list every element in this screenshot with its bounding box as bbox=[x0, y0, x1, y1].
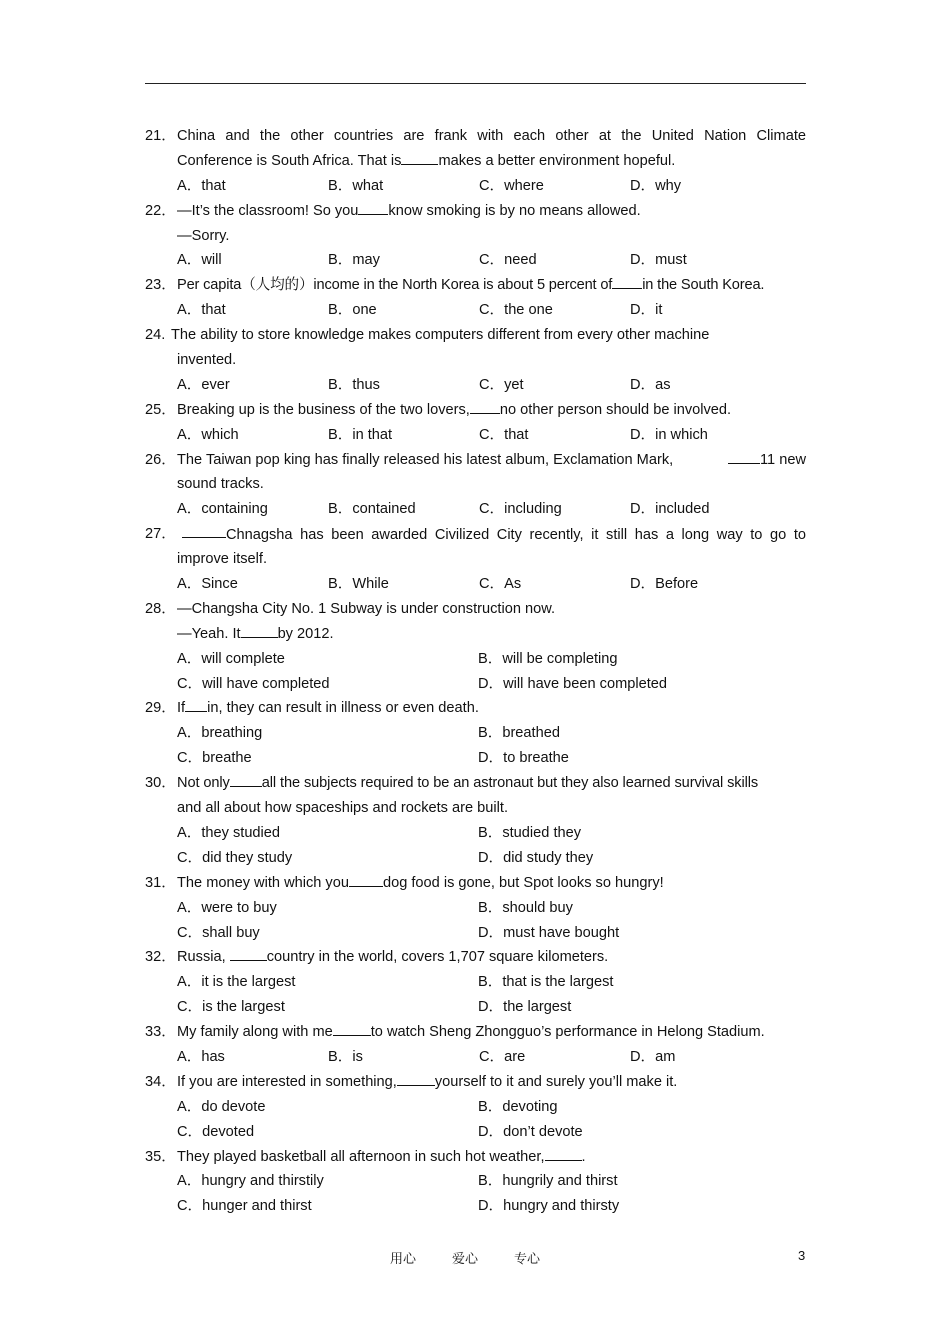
question-stem: If you are interested in something, bbox=[177, 1073, 397, 1090]
question-stem: know smoking is by no means allowed. bbox=[388, 202, 641, 219]
question-number: 28． bbox=[145, 600, 176, 617]
answer-options bbox=[145, 896, 806, 921]
option-b[interactable]: B．is bbox=[328, 1048, 363, 1065]
option-c[interactable]: C．is the largest bbox=[177, 999, 285, 1016]
answer-options bbox=[145, 1120, 806, 1145]
question-stem: If bbox=[177, 700, 186, 717]
footer-slogan: 用心 bbox=[390, 1252, 417, 1267]
option-b[interactable]: B．will be completing bbox=[478, 650, 618, 667]
option-c[interactable]: C．that bbox=[479, 426, 529, 443]
question-list bbox=[145, 124, 806, 1219]
question-stem: dog food is gone, but Spot looks so hungry! bbox=[382, 874, 664, 891]
option-d[interactable]: D．will have been completed bbox=[478, 675, 668, 692]
answer-blank bbox=[397, 1071, 435, 1086]
question-number: 32． bbox=[145, 949, 176, 966]
question-stem: in the South Korea. bbox=[642, 277, 765, 294]
question-31 bbox=[145, 871, 806, 946]
answer-options bbox=[145, 1095, 806, 1120]
option-c[interactable]: C．shall buy bbox=[177, 924, 260, 941]
option-a[interactable]: A．which bbox=[177, 426, 239, 443]
option-a[interactable]: A．that bbox=[177, 177, 226, 194]
question-stem: The ability to store knowledge makes computers different from every other machine bbox=[171, 327, 710, 344]
option-c[interactable]: C．need bbox=[479, 252, 537, 269]
option-b[interactable]: B．one bbox=[328, 302, 377, 319]
question-stem: Not only bbox=[177, 775, 230, 792]
answer-options bbox=[145, 497, 806, 522]
answer-blank bbox=[401, 150, 438, 165]
header-rule bbox=[145, 83, 806, 84]
option-d[interactable]: D．the largest bbox=[478, 999, 572, 1016]
question-stem: Conference is South Africa. That is bbox=[177, 152, 402, 169]
question-number: 34． bbox=[145, 1073, 176, 1090]
question-stem: Chnagsha has been awarded Civilized City recently, it still has a long way to go to bbox=[226, 527, 806, 544]
option-d[interactable]: D．as bbox=[630, 376, 671, 393]
question-26 bbox=[145, 448, 806, 523]
question-stem: —It’s the classroom! So you bbox=[177, 202, 359, 219]
question-34 bbox=[145, 1070, 806, 1145]
question-25 bbox=[145, 398, 806, 448]
option-c[interactable]: C．will have completed bbox=[177, 675, 330, 692]
question-number: 22． bbox=[145, 202, 176, 219]
question-35 bbox=[145, 1145, 806, 1220]
answer-options bbox=[145, 721, 806, 746]
option-d[interactable]: D．am bbox=[630, 1048, 676, 1065]
question-number: 27． bbox=[145, 526, 176, 543]
option-b[interactable]: B．thus bbox=[328, 376, 380, 393]
question-stem: makes a better environment hopeful. bbox=[438, 152, 676, 169]
answer-options bbox=[145, 373, 806, 398]
answer-blank bbox=[349, 872, 383, 887]
option-b[interactable]: B．contained bbox=[328, 501, 416, 518]
option-a[interactable]: A．ever bbox=[177, 376, 230, 393]
question-number: 25． bbox=[145, 401, 176, 418]
option-a[interactable]: A．were to buy bbox=[177, 899, 277, 916]
option-b[interactable]: B．hungrily and thirst bbox=[478, 1173, 618, 1190]
question-number: 29． bbox=[145, 700, 176, 717]
question-number: 26． bbox=[145, 451, 176, 468]
question-number: 30． bbox=[145, 775, 176, 792]
question-stem: The Taiwan pop king has finally released his latest album, Exclamation Mark, bbox=[177, 451, 674, 468]
question-number: 31． bbox=[145, 874, 176, 891]
question-28 bbox=[145, 597, 806, 697]
answer-blank bbox=[545, 1146, 582, 1161]
question-stem: —Changsha City No. 1 Subway is under construction now. bbox=[177, 600, 556, 617]
option-a[interactable]: A．do devote bbox=[177, 1098, 266, 1115]
option-d[interactable]: D．did study they bbox=[478, 849, 594, 866]
option-d[interactable]: D．in which bbox=[630, 426, 708, 443]
answer-blank bbox=[728, 449, 760, 464]
question-stem: Russia, bbox=[177, 949, 226, 966]
answer-options bbox=[145, 1169, 806, 1194]
question-stem: improve itself. bbox=[177, 551, 268, 568]
question-stem: Per capita（人均的）income in the North Korea is about 5 percent of bbox=[177, 277, 613, 294]
option-c[interactable]: C．including bbox=[479, 501, 562, 518]
answer-options bbox=[145, 846, 806, 871]
option-d[interactable]: D．hungry and thirsty bbox=[478, 1198, 620, 1215]
answer-options bbox=[145, 921, 806, 946]
question-stem: no other person should be involved. bbox=[499, 401, 732, 418]
option-d[interactable]: D．must have bought bbox=[478, 924, 620, 941]
option-a[interactable]: A．Since bbox=[177, 576, 238, 593]
option-b[interactable]: B．devoting bbox=[478, 1098, 558, 1115]
footer-slogans bbox=[390, 1248, 540, 1267]
option-d[interactable]: D．don’t devote bbox=[478, 1123, 583, 1140]
answer-blank bbox=[612, 274, 642, 289]
question-stem: My family along with me bbox=[177, 1024, 333, 1041]
question-22 bbox=[145, 199, 806, 274]
question-stem: country in the world, covers 1,707 square kilometers. bbox=[266, 949, 609, 966]
question-stem: invented. bbox=[177, 352, 237, 369]
question-29 bbox=[145, 696, 806, 771]
footer-slogan: 爱心 bbox=[451, 1252, 478, 1267]
question-32 bbox=[145, 945, 806, 1020]
option-d[interactable]: D．Before bbox=[630, 576, 699, 593]
option-a[interactable]: A．they studied bbox=[177, 824, 281, 841]
option-c[interactable]: C．where bbox=[479, 177, 544, 194]
option-c[interactable]: C．hunger and thirst bbox=[177, 1198, 312, 1215]
question-24 bbox=[145, 323, 806, 398]
question-number: 21． bbox=[145, 128, 176, 144]
option-c[interactable]: C．As bbox=[479, 576, 522, 593]
answer-blank bbox=[470, 399, 500, 414]
answer-options bbox=[145, 647, 806, 672]
option-a[interactable]: A．hungry and thirstily bbox=[177, 1173, 324, 1190]
question-33 bbox=[145, 1020, 806, 1070]
question-stem: to watch Sheng Zhongguo’s performance in Helong Stadium. bbox=[370, 1024, 765, 1041]
option-c[interactable]: C．did they study bbox=[177, 849, 293, 866]
page-number: 3 bbox=[798, 1248, 806, 1263]
question-number: 24. bbox=[145, 327, 166, 344]
answer-blank bbox=[182, 523, 226, 538]
question-stem: all the subjects required to be an astronaut but they also learned survival skills bbox=[261, 775, 759, 792]
answer-options bbox=[145, 572, 806, 597]
dialogue-reply: —Sorry. bbox=[177, 227, 230, 244]
answer-options bbox=[145, 746, 806, 771]
option-a[interactable]: A．it is the largest bbox=[177, 974, 296, 991]
option-b[interactable]: B．studied they bbox=[478, 824, 582, 841]
option-a[interactable]: A．has bbox=[177, 1048, 225, 1065]
option-a[interactable]: A．that bbox=[177, 302, 226, 319]
answer-blank bbox=[241, 623, 278, 638]
question-number: 35． bbox=[145, 1148, 176, 1165]
option-d[interactable]: D．included bbox=[630, 501, 710, 518]
option-c[interactable]: C．breathe bbox=[177, 750, 252, 767]
option-b[interactable]: B．should buy bbox=[478, 899, 573, 916]
option-c[interactable]: C．devoted bbox=[177, 1123, 255, 1140]
answer-options bbox=[145, 995, 806, 1020]
question-stem: China and the other countries are frank with each other at the United Nation Climate bbox=[177, 128, 806, 144]
question-30 bbox=[145, 771, 806, 871]
answer-options bbox=[145, 1045, 806, 1070]
answer-options bbox=[145, 672, 806, 697]
answer-options bbox=[145, 423, 806, 448]
question-stem: sound tracks. bbox=[177, 476, 264, 493]
question-stem: The money with which you bbox=[177, 874, 349, 891]
question-21 bbox=[145, 124, 806, 199]
option-b[interactable]: B．breathed bbox=[478, 725, 560, 742]
answer-options bbox=[145, 298, 806, 323]
question-27 bbox=[145, 522, 806, 597]
question-stem: They played basketball all afternoon in such hot weather, bbox=[177, 1148, 545, 1165]
question-stem: by 2012. bbox=[277, 625, 334, 642]
option-b[interactable]: B．may bbox=[328, 252, 380, 269]
option-c[interactable]: C．yet bbox=[479, 376, 524, 393]
question-number: 23． bbox=[145, 277, 176, 294]
answer-blank bbox=[230, 772, 262, 787]
option-b[interactable]: B．what bbox=[328, 177, 384, 194]
answer-options bbox=[145, 174, 806, 199]
answer-options bbox=[145, 248, 806, 273]
answer-blank bbox=[230, 946, 267, 961]
answer-blank bbox=[185, 697, 207, 712]
option-b[interactable]: B．in that bbox=[328, 426, 393, 443]
option-c[interactable]: C．the one bbox=[479, 302, 553, 319]
option-a[interactable]: A．breathing bbox=[177, 725, 263, 742]
question-23 bbox=[145, 273, 806, 323]
question-stem: —Yeah. It bbox=[177, 625, 241, 642]
question-stem: yourself to it and surely you’ll make it. bbox=[434, 1073, 678, 1090]
option-b[interactable]: B．While bbox=[328, 576, 389, 593]
question-stem: . bbox=[581, 1148, 586, 1165]
answer-blank bbox=[333, 1021, 371, 1036]
option-d[interactable]: D．must bbox=[630, 252, 687, 269]
answer-blank bbox=[358, 200, 388, 215]
option-c[interactable]: C．are bbox=[479, 1048, 526, 1065]
option-d[interactable]: D．it bbox=[630, 302, 663, 319]
answer-options bbox=[145, 821, 806, 846]
answer-options bbox=[145, 970, 806, 995]
option-b[interactable]: B．that is the largest bbox=[478, 974, 614, 991]
option-d[interactable]: D．to breathe bbox=[478, 750, 569, 767]
option-a[interactable]: A．will bbox=[177, 252, 222, 269]
option-a[interactable]: A．will complete bbox=[177, 650, 285, 667]
question-stem: 11 new bbox=[760, 451, 806, 468]
question-number: 33． bbox=[145, 1024, 176, 1041]
question-stem: in, they can result in illness or even death. bbox=[207, 700, 479, 717]
question-stem: Breaking up is the business of the two lovers, bbox=[177, 401, 470, 418]
option-a[interactable]: A．containing bbox=[177, 501, 268, 518]
footer-slogan: 专心 bbox=[513, 1252, 540, 1267]
option-d[interactable]: D．why bbox=[630, 177, 682, 194]
question-stem: and all about how spaceships and rockets are built. bbox=[177, 800, 508, 817]
answer-options bbox=[145, 1194, 806, 1219]
